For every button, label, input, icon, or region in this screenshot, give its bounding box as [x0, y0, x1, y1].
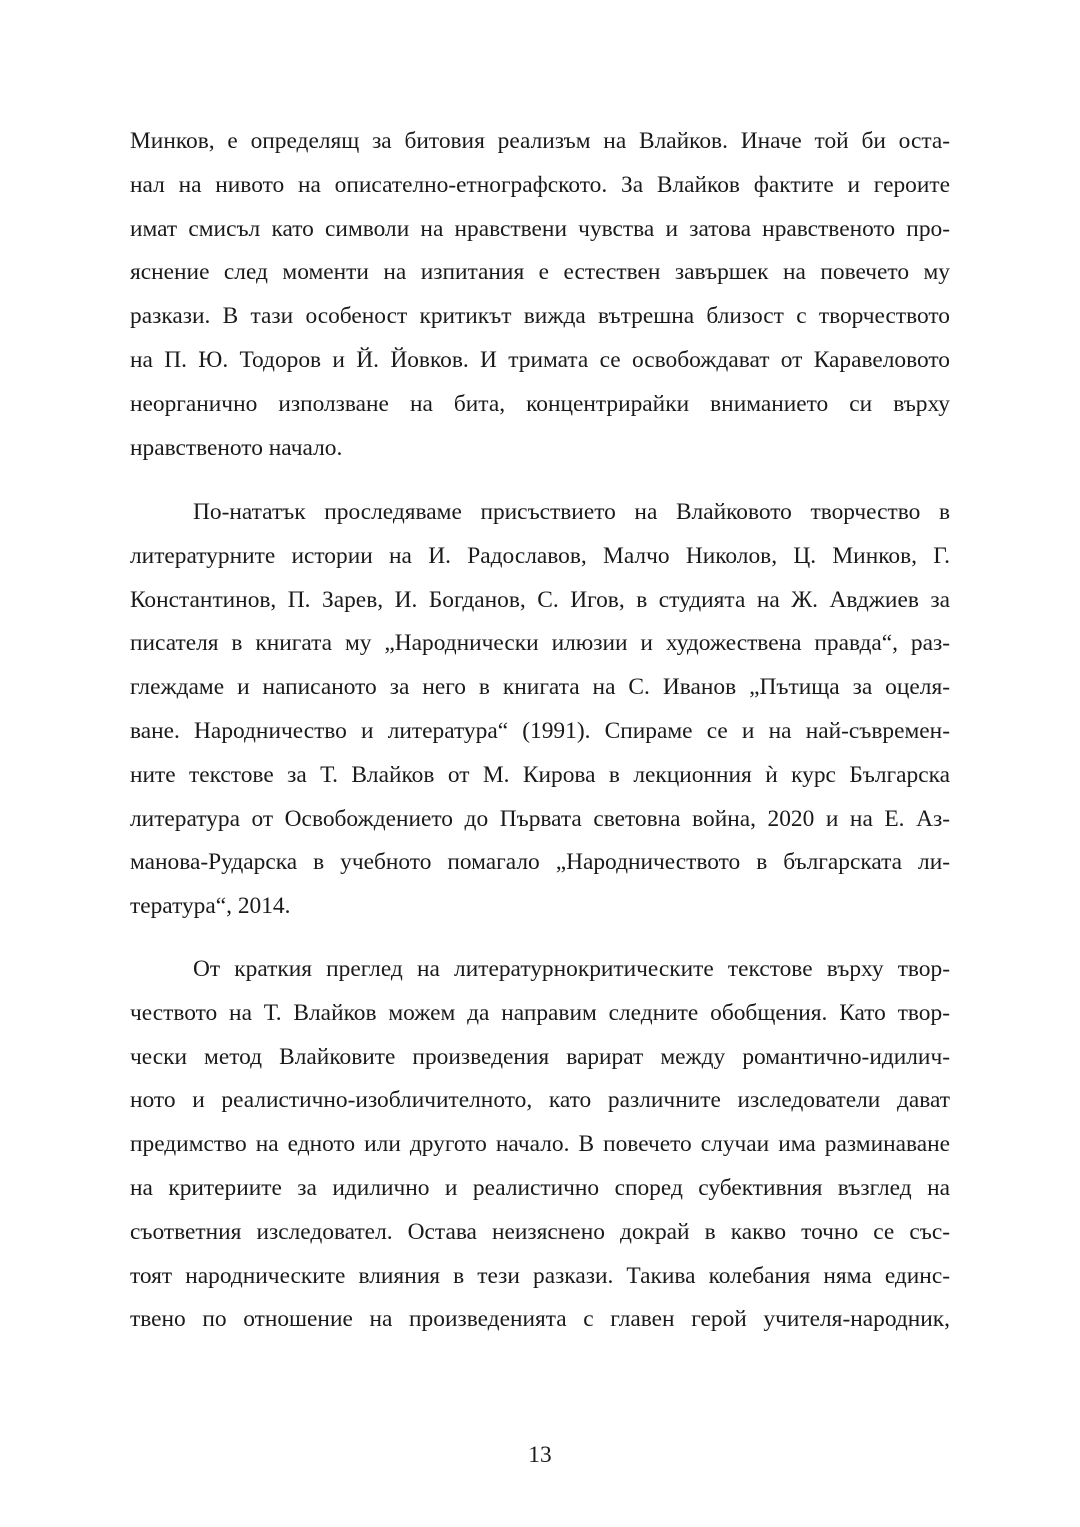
page-number: 13 — [528, 1442, 552, 1468]
text-line: нал на нивото на описателно-етнографското. За Влайков фактите и героите — [130, 171, 950, 198]
text-line: ване. Народничество и литература“ (1991). Спираме се и на най-съвремен- — [130, 717, 950, 744]
text-line: неорганично използване на бита, концентрирайки вниманието си върху — [130, 390, 950, 417]
text-line: съответния изследовател. Остава неизяснено докрай в какво точно се със- — [130, 1218, 950, 1245]
text-line: По-нататък проследяваме присъствието на Влайковото творчество в — [193, 499, 950, 525]
text-line: на критериите за идилично и реалистично според субективния възглед на — [130, 1174, 950, 1201]
paragraph-1 — [130, 120, 950, 470]
text-line: Минков, е определящ за битовия реализъм на Влайков. Иначе той би оста- — [130, 128, 950, 154]
text-line: глеждаме и написаното за него в книгата на С. Иванов „Пътища за оцеля- — [130, 674, 950, 701]
text-line: на П. Ю. Тодоров и Й. Йовков. И тримата се освобождават от Каравеловото — [130, 346, 950, 373]
text-line: разкази. В тази особеност критикът вижда вътрешна близост с творчеството — [130, 303, 950, 330]
paragraph-3 — [130, 948, 950, 1342]
text-line: От краткия преглед на литературнокритическите текстове върху твор- — [193, 956, 950, 982]
text-line: яснение след моменти на изпитания е естествен завършек на повечето му — [130, 259, 950, 286]
text-line: манова-Рударска в учебното помагало „Народничеството в българската ли- — [130, 849, 950, 876]
text-line: ното и реалистично-изобличителното, като различните изследователи дават — [130, 1087, 950, 1114]
text-line: твено по отношение на произведенията с главен герой учителя-народник, — [130, 1306, 950, 1333]
text-line: литературните истории на И. Радославов, Малчо Николов, Ц. Минков, Г. — [130, 542, 950, 569]
text-line: писателя в книгата му „Народнически илюзии и художествена правда“, раз- — [130, 630, 950, 657]
text-line: чески метод Влайковите произведения варират между романтично-идилич- — [130, 1043, 950, 1070]
text-line: Константинов, П. Зарев, И. Богданов, С. Игов, в студията на Ж. Авджиев за — [130, 586, 950, 613]
text-line: имат смисъл като символи на нравствени чувства и затова нравственото про- — [130, 215, 950, 242]
text-line: ните текстове за Т. Влайков от М. Кирова в лекционния ѝ курс Българска — [130, 761, 950, 788]
text-line: предимство на едното или другото начало. В повечето случаи има разминаване — [130, 1131, 950, 1158]
text-line: тература“, 2014. — [130, 893, 291, 920]
text-line: чеството на Т. Влайков можем да направим следните обобщения. Като твор- — [130, 999, 950, 1026]
paragraph-2 — [130, 491, 950, 929]
text-line: тоят народническите влияния в тези разкази. Такива колебания няма единс- — [130, 1262, 950, 1289]
text-line: нравственото начало. — [130, 434, 343, 461]
text-line: литература от Освобождението до Първата световна война, 2020 и на Е. Аз- — [130, 805, 950, 832]
